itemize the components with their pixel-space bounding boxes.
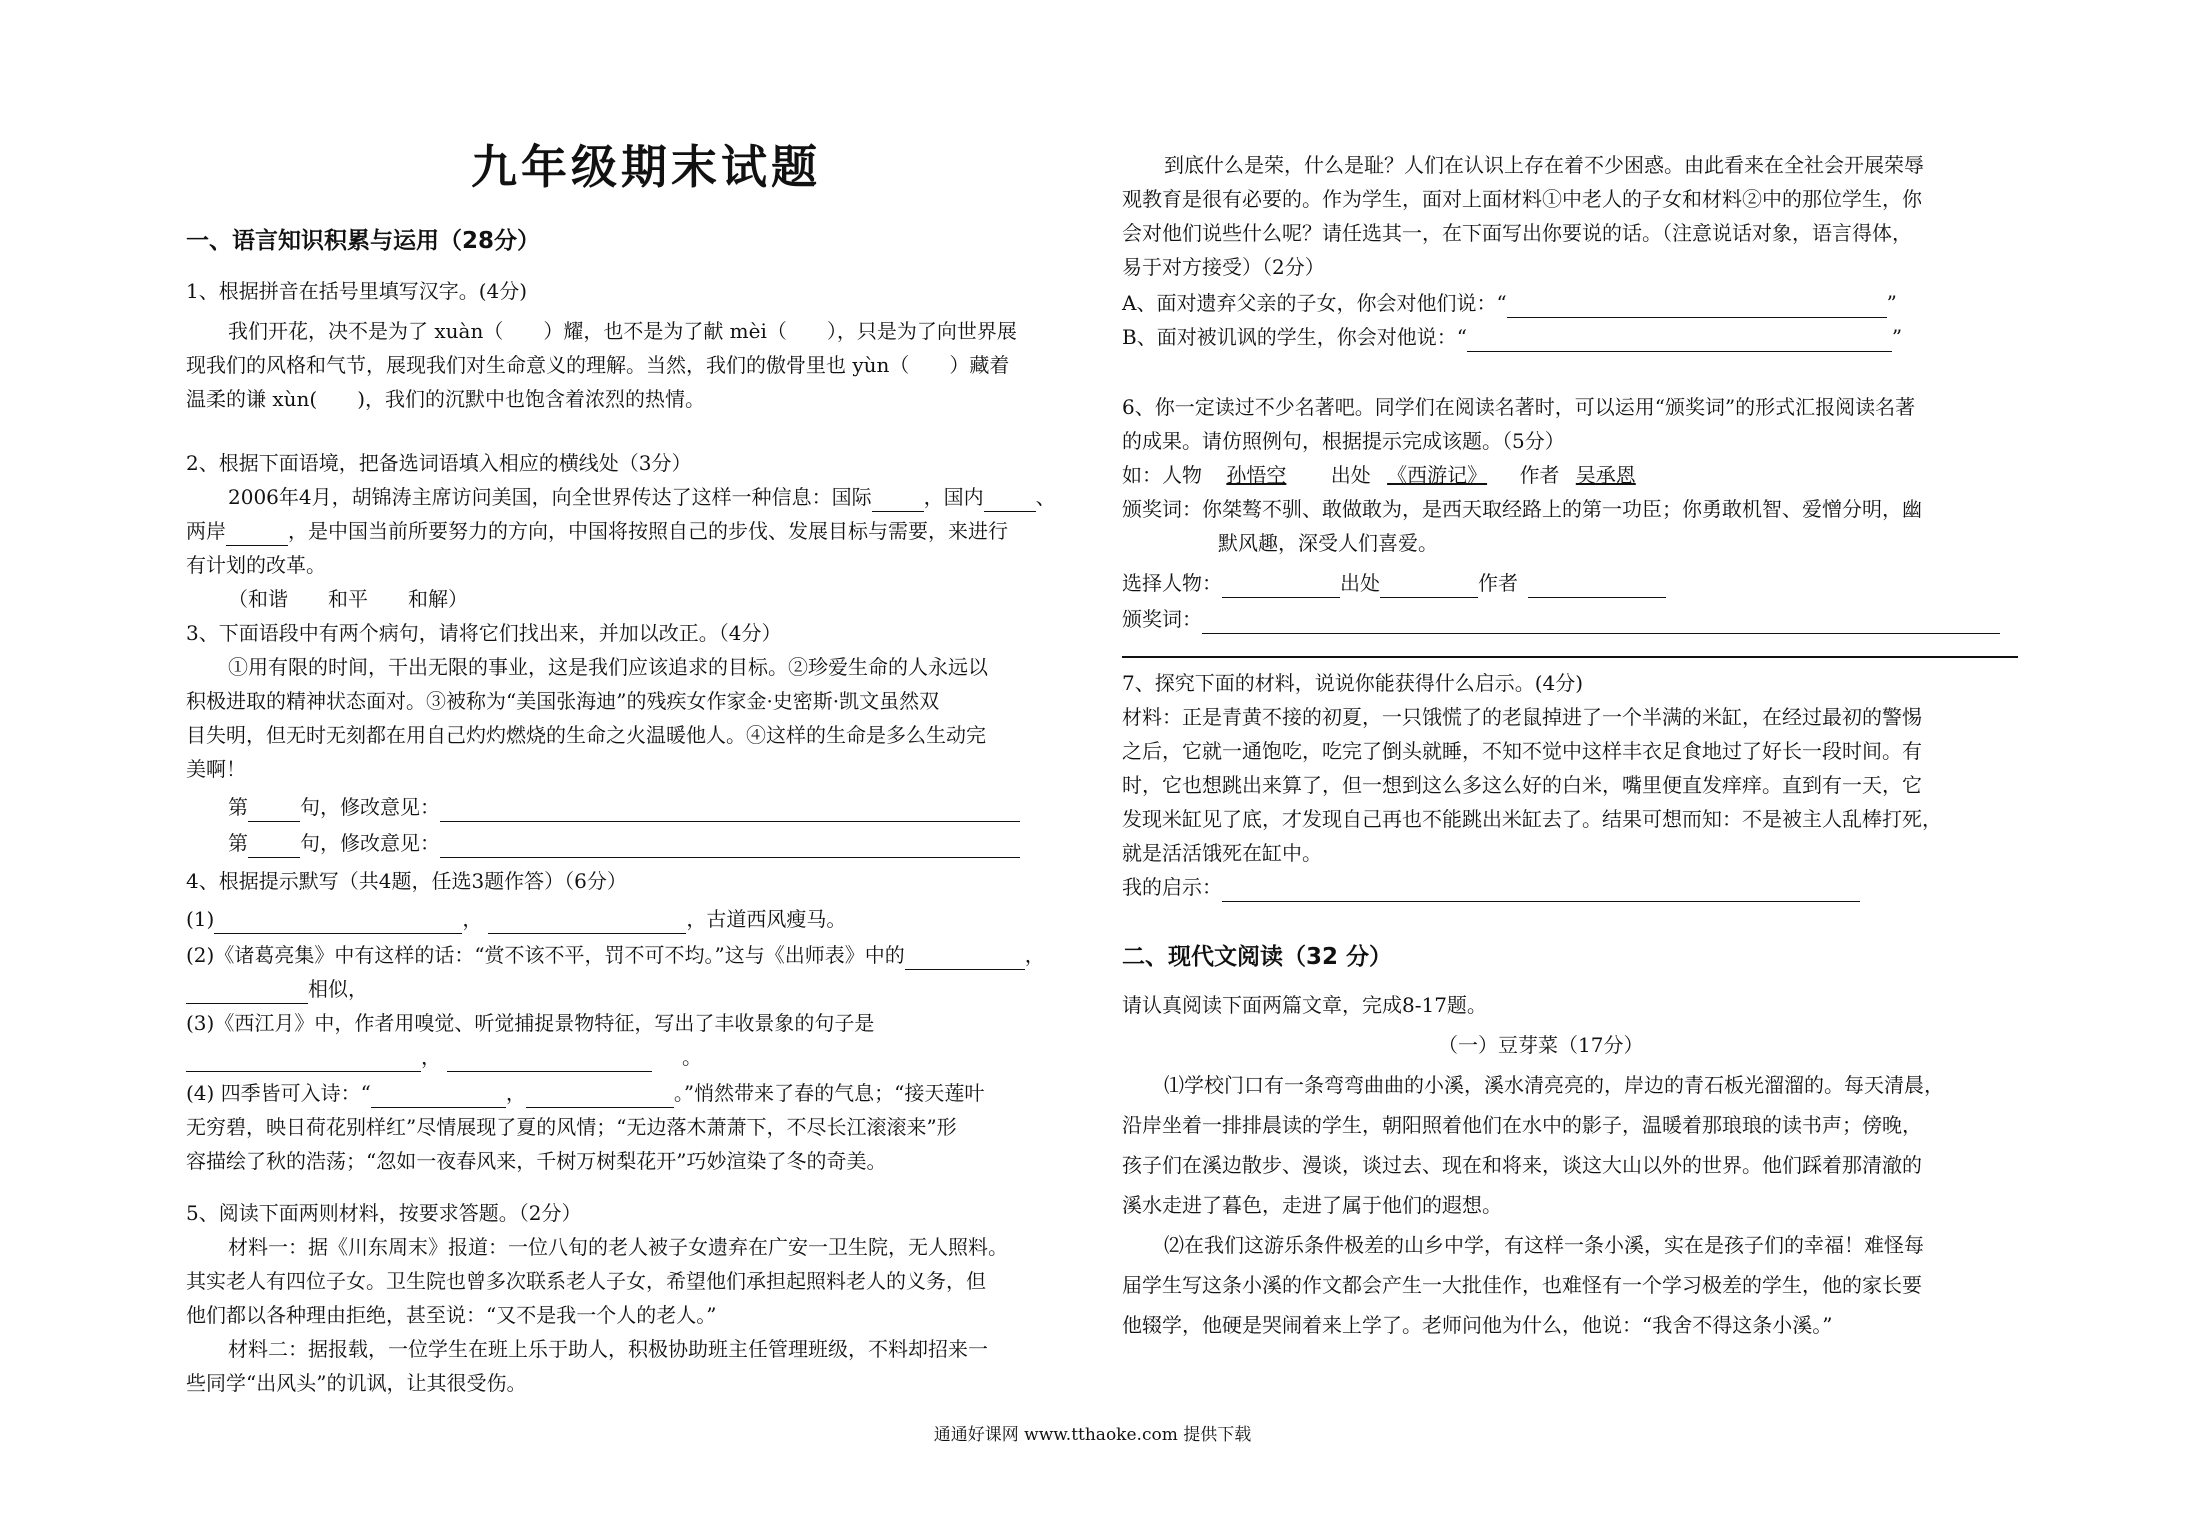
q5-option-b: B、面对被讥讽的学生，你会对他说：“ ” [1122, 322, 1902, 352]
q4-item-4: (4) 四季皆可入诗：“ ， 。”悄然带来了春的气息；“接天莲叶 [186, 1078, 984, 1108]
q4-prompt: 4、根据提示默写（共4题，任选3题作答）（6分） [186, 869, 627, 893]
page-footer: 通通好课网 www.tthaoke.com 提供下载 [933, 1425, 1252, 1445]
sentence-number-blank[interactable] [248, 835, 300, 858]
q2-line: 有计划的改革。 [186, 553, 326, 577]
q6-answer-fields: 选择人物： 出处 作者 [1122, 568, 1666, 598]
q3-prompt: 3、下面语段中有两个病句，请将它们找出来，并加以改正。（4分） [186, 621, 782, 645]
answer-blank-b[interactable] [1467, 329, 1892, 352]
author-blank[interactable] [1528, 575, 1666, 598]
revision-blank[interactable] [440, 835, 1020, 858]
q3-line: 积极进取的精神状态面对。③被称为“美国张海迪”的残疾女作家金·史密斯·凯文虽然双 [186, 689, 940, 713]
q3-answer-2: 第 句，修改意见： [228, 828, 1020, 858]
q7-line: 之后，它就一通饱吃，吃完了倒头就睡，不知不觉中这样丰衣足食地过了好长一段时间。有 [1122, 739, 1922, 763]
q6-prompt-cont: 的成果。请仿照例句，根据提示完成该题。（5分） [1122, 429, 1565, 453]
insight-blank[interactable] [1222, 879, 1860, 902]
poem-blank[interactable] [186, 981, 308, 1004]
poem-blank[interactable] [526, 1085, 674, 1108]
q5-cont-line: 到底什么是荣，什么是耻？人们在认识上存在着不少困惑。由此看来在全社会开展荣辱 [1164, 153, 1924, 177]
q6-example: 如：人物 孙悟空 出处 《西游记》 作者 吴承恩 [1122, 463, 1636, 487]
revision-blank[interactable] [440, 799, 1020, 822]
q7-line: 时，它也想跳出来算了，但一想到这么多这么好的白米，嘴里便直发痒痒。直到有一天，它 [1122, 773, 1922, 797]
poem-blank[interactable] [186, 1049, 421, 1072]
article-paragraph-line: ⑴学校门口有一条弯弯曲曲的小溪，溪水清亮亮的，岸边的青石板光溜溜的。每天清晨， [1164, 1073, 1944, 1097]
article-paragraph-line: 沿岸坐着一排排晨读的学生，朝阳照着他们在水中的影子，温暖着那琅琅的读书声；傍晚， [1122, 1113, 1922, 1137]
answer-blank-a[interactable] [1507, 295, 1887, 318]
q3-line: ①用有限的时间，干出无限的事业，这是我们应该追求的目标。②珍爱生命的人永远以 [228, 655, 988, 679]
q2-line: 两岸 ，是中国当前所要努力的方向，中国将按照自己的步伐、发展目标与需要，来进行 [186, 516, 1008, 546]
section-one-heading: 一、语言知识积累与运用（28分） [186, 228, 541, 254]
q5-line: 其实老人有四位子女。卫生院也曾多次联系老人子女，希望他们承担起照料老人的义务，但 [186, 1269, 986, 1293]
q7-line: 发现米缸见了底，才发现自己再也不能跳出米缸去了。结果可想而知：不是被主人乱棒打死， [1122, 807, 1942, 831]
q3-answer-1: 第 句，修改意见： [228, 792, 1020, 822]
q6-award-answer: 颁奖词： [1122, 604, 2000, 634]
sentence-number-blank[interactable] [248, 799, 300, 822]
q2-options: （和谐 和平 和解） [228, 587, 468, 611]
q7-insight: 我的启示： [1122, 872, 1860, 902]
q1-line: 我们开花，决不是为了 xuàn（ ）耀，也不是为了献 mèi（ ），只是为了向世界展 [228, 319, 1017, 343]
blank-cross-strait[interactable] [226, 523, 288, 546]
article-title: （一）豆芽菜（17分） [1438, 1033, 1644, 1057]
q7-line: 就是活活饿死在缸中。 [1122, 841, 1322, 865]
q1-prompt: 1、根据拼音在括号里填写汉字。(4分) [186, 279, 528, 303]
q5-line: 材料二：据报载，一位学生在班上乐于助人，积极协助班主任管理班级，不料却招来一 [228, 1337, 988, 1361]
q5-line: 材料一：据《川东周末》报道：一位八旬的老人被子女遗弃在广安一卫生院，无人照料。 [228, 1235, 1008, 1259]
character-blank[interactable] [1222, 575, 1340, 598]
q2-prompt: 2、根据下面语境，把备选词语填入相应的横线处（3分） [186, 451, 692, 475]
q6-award-example-cont: 默风趣，深受人们喜爱。 [1218, 531, 1438, 555]
q5-prompt: 5、阅读下面两则材料，按要求答题。（2分） [186, 1201, 582, 1225]
award-blank-line[interactable] [1122, 656, 2018, 658]
poem-blank[interactable] [905, 947, 1025, 970]
poem-blank[interactable] [447, 1049, 652, 1072]
q1-line: 现我们的风格和气节，展现我们对生命意义的理解。当然，我们的傲骨里也 yùn（ ）藏着 [186, 353, 1010, 377]
blank-international[interactable] [872, 489, 924, 512]
q1-line: 温柔的谦 xùn( )，我们的沉默中也饱含着浓烈的热情。 [186, 387, 706, 411]
article-paragraph-line: 孩子们在溪边散步、漫谈，谈过去、现在和将来，谈这大山以外的世界。他们踩着那清澈的 [1122, 1153, 1922, 1177]
q4-item-3-cont: ， 。 [186, 1042, 702, 1072]
q5-cont-line: 会对他们说些什么呢？请任选其一，在下面写出你要说的话。（注意说话对象，语言得体， [1122, 221, 1912, 245]
q5-line: 些同学“出风头”的讥讽，让其很受伤。 [186, 1371, 527, 1395]
poem-blank[interactable] [371, 1085, 506, 1108]
q4-item-2: (2)《诸葛亮集》中有这样的话：“赏不该不平，罚不可不均。”这与《出师表》中的 ， [186, 940, 1045, 970]
q4-item-2-cont: 相似， [186, 974, 368, 1004]
article-paragraph-line: 溪水走进了暮色，走进了属于他们的遐想。 [1122, 1193, 1502, 1217]
poem-blank[interactable] [488, 911, 686, 934]
page-title: 九年级期末试题 [471, 140, 821, 194]
q6-award-example: 颁奖词：你桀骜不驯、敢做敢为，是西天取经路上的第一功臣；你勇敢机智、爱憎分明，幽 [1122, 497, 1922, 521]
q7-prompt: 7、探究下面的材料，说说你能获得什么启示。(4分) [1122, 671, 1584, 695]
q3-line: 目失明，但无时无刻都在用自己灼灼燃烧的生命之火温暖他人。④这样的生命是多么生动完 [186, 723, 986, 747]
section-two-heading: 二、现代文阅读（32 分） [1122, 944, 1393, 970]
q5-cont-line: 易于对方接受）（2分） [1122, 255, 1325, 279]
q4-item-1: (1) ， ，古道西风瘦马。 [186, 904, 846, 934]
poem-blank[interactable] [214, 911, 462, 934]
q4-item-4-cont: 容描绘了秋的浩荡；“忽如一夜春风来，千树万树梨花开”巧妙渲染了冬的奇美。 [186, 1149, 887, 1173]
source-blank[interactable] [1380, 575, 1478, 598]
q5-cont-line: 观教育是很有必要的。作为学生，面对上面材料①中老人的子女和材料②中的那位学生，你 [1122, 187, 1922, 211]
article-paragraph-line: 他辍学，他硬是哭闹着来上学了。老师问他为什么，他说：“我舍不得这条小溪。” [1122, 1313, 1833, 1337]
q3-line: 美啊！ [186, 757, 246, 781]
q4-item-3: (3)《西江月》中，作者用嗅觉、听觉捕捉景物特征，写出了丰收景象的句子是 [186, 1011, 875, 1035]
q5-option-a: A、面对遗弃父亲的子女，你会对他们说：“ ” [1122, 288, 1897, 318]
q6-prompt: 6、你一定读过不少名著吧。同学们在阅读名著时，可以运用“颁奖词”的形式汇报阅读名著 [1122, 395, 1916, 419]
article-paragraph-line: ⑵在我们这游乐条件极差的山乡中学，有这样一条小溪，实在是孩子们的幸福！难怪每 [1164, 1233, 1924, 1257]
q2-line: 2006年4月，胡锦涛主席访问美国，向全世界传达了这样一种信息：国际 ，国内 、 [228, 482, 1056, 512]
article-paragraph-line: 届学生写这条小溪的作文都会产生一大批佳作，也难怪有一个学习极差的学生，他的家长要 [1122, 1273, 1922, 1297]
reading-intro: 请认真阅读下面两篇文章，完成8-17题。 [1122, 993, 1487, 1017]
q7-line: 材料：正是青黄不接的初夏，一只饿慌了的老鼠掉进了一个半满的米缸，在经过最初的警惕 [1122, 705, 1922, 729]
q4-item-4-cont: 无穷碧，映日荷花别样红”尽情展现了夏的风情；“无边落木萧萧下，不尽长江滚滚来”形 [186, 1115, 957, 1139]
q5-line: 他们都以各种理由拒绝，甚至说：“又不是我一个人的老人。” [186, 1303, 717, 1327]
blank-domestic[interactable] [984, 489, 1036, 512]
award-blank[interactable] [1202, 611, 2000, 634]
